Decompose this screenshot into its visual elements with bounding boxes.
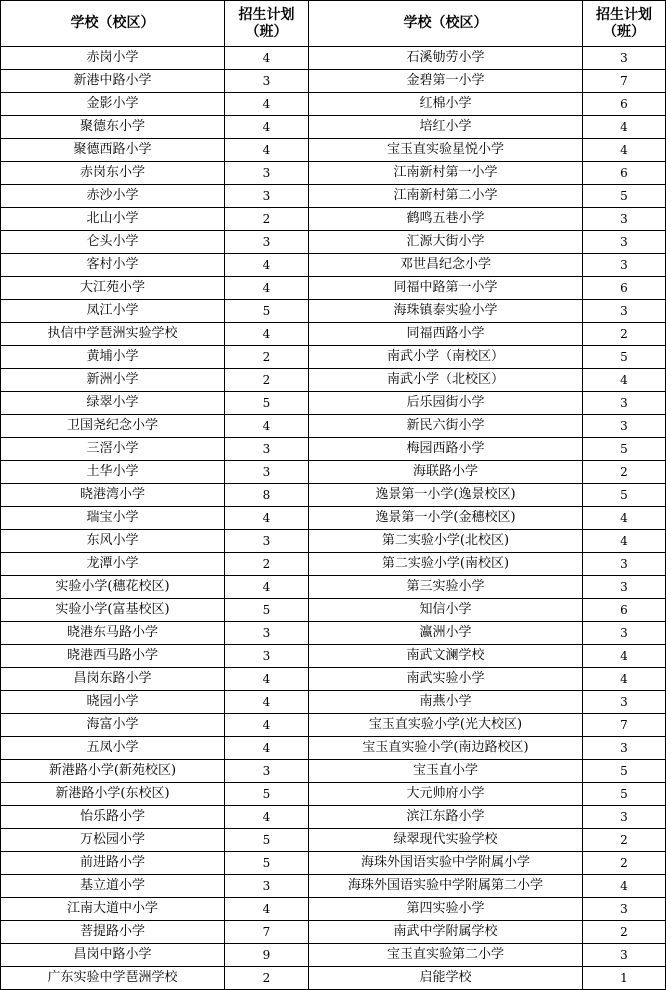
plan-header-line2: （班） xyxy=(245,23,288,40)
class-count-right: 3 xyxy=(583,806,666,829)
table-row xyxy=(1,277,666,300)
school-name-right: 海珠镇泰实验小学 xyxy=(309,300,583,323)
school-name-left: 东风小学 xyxy=(1,530,225,553)
table-row xyxy=(1,323,666,346)
school-name-left: 五凤小学 xyxy=(1,737,225,760)
school-name-left: 新港路小学(新苑校区) xyxy=(1,760,225,783)
school-name-right: 后乐园街小学 xyxy=(309,392,583,415)
school-name-right: 石溪劬劳小学 xyxy=(309,47,583,70)
school-name-right: 绿翠现代实验学校 xyxy=(309,829,583,852)
table-row xyxy=(1,438,666,461)
class-count-left: 3 xyxy=(225,645,309,668)
class-count-left: 8 xyxy=(225,484,309,507)
class-count-right: 4 xyxy=(583,530,666,553)
class-count-left: 5 xyxy=(225,852,309,875)
class-count-right: 4 xyxy=(583,645,666,668)
school-name-left: 赤沙小学 xyxy=(1,185,225,208)
school-name-right: 鹤鸣五巷小学 xyxy=(309,208,583,231)
table-row xyxy=(1,967,666,990)
school-name-right: 逸景第一小学(逸景校区) xyxy=(309,484,583,507)
class-count-right: 4 xyxy=(583,139,666,162)
table-row xyxy=(1,921,666,944)
class-count-right: 5 xyxy=(583,438,666,461)
table-row xyxy=(1,760,666,783)
table-row xyxy=(1,668,666,691)
class-count-right: 6 xyxy=(583,277,666,300)
school-name-right: 培红小学 xyxy=(309,116,583,139)
school-name-right: 汇源大街小学 xyxy=(309,231,583,254)
school-name-left: 前进路小学 xyxy=(1,852,225,875)
school-name-left: 赤岗东小学 xyxy=(1,162,225,185)
class-count-left: 2 xyxy=(225,208,309,231)
class-count-right: 2 xyxy=(583,323,666,346)
table-row xyxy=(1,484,666,507)
school-name-left: 万松园小学 xyxy=(1,829,225,852)
class-count-right: 3 xyxy=(583,231,666,254)
school-name-right: 梅园西路小学 xyxy=(309,438,583,461)
class-count-left: 2 xyxy=(225,553,309,576)
school-column-header-right: 学校（校区） xyxy=(309,1,583,47)
class-count-left: 4 xyxy=(225,139,309,162)
school-name-right: 邓世昌纪念小学 xyxy=(309,254,583,277)
class-count-left: 4 xyxy=(225,323,309,346)
class-count-left: 4 xyxy=(225,47,309,70)
class-count-right: 5 xyxy=(583,783,666,806)
school-name-right: 红棉小学 xyxy=(309,93,583,116)
class-count-right: 5 xyxy=(583,185,666,208)
school-name-left: 执信中学琶洲实验学校 xyxy=(1,323,225,346)
table-row xyxy=(1,139,666,162)
class-count-left: 2 xyxy=(225,346,309,369)
table-row xyxy=(1,576,666,599)
school-name-left: 大江苑小学 xyxy=(1,277,225,300)
class-count-left: 7 xyxy=(225,921,309,944)
school-name-right: 大元帅府小学 xyxy=(309,783,583,806)
class-count-left: 4 xyxy=(225,898,309,921)
class-count-right: 2 xyxy=(583,461,666,484)
class-count-right: 3 xyxy=(583,300,666,323)
class-count-right: 5 xyxy=(583,484,666,507)
school-name-left: 昌岗中路小学 xyxy=(1,944,225,967)
school-name-right: 江南新村第一小学 xyxy=(309,162,583,185)
header-row xyxy=(1,1,666,47)
school-name-right: 海联路小学 xyxy=(309,461,583,484)
class-count-left: 3 xyxy=(225,185,309,208)
school-name-left: 金影小学 xyxy=(1,93,225,116)
school-name-right: 宝玉直实验小学(光大校区) xyxy=(309,714,583,737)
school-name-left: 怡乐路小学 xyxy=(1,806,225,829)
table-row xyxy=(1,231,666,254)
school-name-right: 同福西路小学 xyxy=(309,323,583,346)
class-count-right: 3 xyxy=(583,47,666,70)
school-name-left: 晓港湾小学 xyxy=(1,484,225,507)
table-row xyxy=(1,875,666,898)
class-count-left: 3 xyxy=(225,438,309,461)
school-name-left: 三滘小学 xyxy=(1,438,225,461)
table-row xyxy=(1,553,666,576)
school-name-left: 龙潭小学 xyxy=(1,553,225,576)
school-name-right: 宝玉直实验星悦小学 xyxy=(309,139,583,162)
class-count-left: 3 xyxy=(225,622,309,645)
class-count-left: 5 xyxy=(225,783,309,806)
class-count-left: 4 xyxy=(225,277,309,300)
table-row xyxy=(1,415,666,438)
school-name-left: 土华小学 xyxy=(1,461,225,484)
school-name-left: 聚德西路小学 xyxy=(1,139,225,162)
class-count-right: 3 xyxy=(583,392,666,415)
school-name-right: 宝玉直小学 xyxy=(309,760,583,783)
table-row xyxy=(1,691,666,714)
class-count-right: 3 xyxy=(583,691,666,714)
school-name-left: 新港中路小学 xyxy=(1,70,225,93)
class-count-left: 3 xyxy=(225,875,309,898)
school-name-left: 凤江小学 xyxy=(1,300,225,323)
class-count-right: 4 xyxy=(583,116,666,139)
school-name-left: 实验小学(穗花校区) xyxy=(1,576,225,599)
class-count-right: 1 xyxy=(583,967,666,990)
plan-column-header-right xyxy=(583,1,666,47)
class-count-right: 3 xyxy=(583,576,666,599)
school-name-left: 赤岗小学 xyxy=(1,47,225,70)
table-row xyxy=(1,714,666,737)
class-count-right: 4 xyxy=(583,668,666,691)
school-name-left: 黄埔小学 xyxy=(1,346,225,369)
school-name-left: 广东实验中学琶洲学校 xyxy=(1,967,225,990)
school-name-right: 宝玉直实验第二小学 xyxy=(309,944,583,967)
class-count-right: 3 xyxy=(583,898,666,921)
school-name-left: 瑞宝小学 xyxy=(1,507,225,530)
plan-header-line1: 招生计划 xyxy=(238,6,295,23)
table-row xyxy=(1,852,666,875)
class-count-left: 2 xyxy=(225,967,309,990)
school-name-left: 昌岗东路小学 xyxy=(1,668,225,691)
school-name-right: 第三实验小学 xyxy=(309,576,583,599)
school-name-right: 新民六街小学 xyxy=(309,415,583,438)
table-row xyxy=(1,300,666,323)
school-name-right: 瀛洲小学 xyxy=(309,622,583,645)
class-count-left: 3 xyxy=(225,70,309,93)
table-row xyxy=(1,392,666,415)
class-count-right: 6 xyxy=(583,599,666,622)
school-name-left: 卫国尧纪念小学 xyxy=(1,415,225,438)
class-count-right: 3 xyxy=(583,622,666,645)
table-row xyxy=(1,829,666,852)
table-body xyxy=(1,47,666,990)
class-count-left: 5 xyxy=(225,599,309,622)
class-count-left: 4 xyxy=(225,93,309,116)
school-name-left: 晓港东马路小学 xyxy=(1,622,225,645)
table-row xyxy=(1,599,666,622)
table-row xyxy=(1,47,666,70)
class-count-left: 4 xyxy=(225,507,309,530)
table-row xyxy=(1,93,666,116)
class-count-right: 4 xyxy=(583,875,666,898)
table-row xyxy=(1,116,666,139)
school-name-right: 同福中路第一小学 xyxy=(309,277,583,300)
class-count-right: 4 xyxy=(583,369,666,392)
class-count-left: 4 xyxy=(225,254,309,277)
school-name-left: 晓园小学 xyxy=(1,691,225,714)
class-count-right: 2 xyxy=(583,852,666,875)
class-count-right: 7 xyxy=(583,714,666,737)
class-count-right: 6 xyxy=(583,162,666,185)
class-count-left: 3 xyxy=(225,231,309,254)
school-name-right: 南武实验小学 xyxy=(309,668,583,691)
class-count-left: 5 xyxy=(225,392,309,415)
class-count-left: 3 xyxy=(225,530,309,553)
class-count-left: 3 xyxy=(225,162,309,185)
class-count-right: 3 xyxy=(583,553,666,576)
class-count-left: 4 xyxy=(225,714,309,737)
class-count-right: 3 xyxy=(583,208,666,231)
table-row xyxy=(1,530,666,553)
class-count-left: 4 xyxy=(225,668,309,691)
class-count-right: 2 xyxy=(583,921,666,944)
school-name-right: 第二实验小学(南校区) xyxy=(309,553,583,576)
school-name-right: 第二实验小学(北校区) xyxy=(309,530,583,553)
class-count-left: 3 xyxy=(225,760,309,783)
table-row xyxy=(1,944,666,967)
school-name-right: 海珠外国语实验中学附属小学 xyxy=(309,852,583,875)
table-row xyxy=(1,162,666,185)
school-name-right: 逸景第一小学(金穗校区) xyxy=(309,507,583,530)
plan-header-line1: 招生计划 xyxy=(596,6,652,23)
school-name-right: 南武文澜学校 xyxy=(309,645,583,668)
school-name-right: 南武小学（北校区） xyxy=(309,369,583,392)
table-row xyxy=(1,507,666,530)
school-name-left: 海富小学 xyxy=(1,714,225,737)
table-row xyxy=(1,208,666,231)
school-name-right: 金碧第一小学 xyxy=(309,70,583,93)
class-count-left: 4 xyxy=(225,691,309,714)
table-row xyxy=(1,622,666,645)
school-name-left: 菩提路小学 xyxy=(1,921,225,944)
class-count-right: 5 xyxy=(583,346,666,369)
table-row xyxy=(1,185,666,208)
class-count-left: 4 xyxy=(225,806,309,829)
school-name-left: 绿翠小学 xyxy=(1,392,225,415)
class-count-left: 5 xyxy=(225,300,309,323)
class-count-left: 2 xyxy=(225,369,309,392)
table-row xyxy=(1,346,666,369)
class-count-right: 6 xyxy=(583,93,666,116)
school-name-right: 南燕小学 xyxy=(309,691,583,714)
class-count-right: 3 xyxy=(583,415,666,438)
class-count-left: 4 xyxy=(225,116,309,139)
class-count-right: 2 xyxy=(583,829,666,852)
school-name-right: 知信小学 xyxy=(309,599,583,622)
class-count-left: 4 xyxy=(225,576,309,599)
class-count-left: 9 xyxy=(225,944,309,967)
school-name-right: 第四实验小学 xyxy=(309,898,583,921)
class-count-left: 4 xyxy=(225,415,309,438)
table-row xyxy=(1,70,666,93)
school-name-left: 聚德东小学 xyxy=(1,116,225,139)
school-name-right: 南武小学（南校区） xyxy=(309,346,583,369)
school-name-right: 启能学校 xyxy=(309,967,583,990)
table-row xyxy=(1,254,666,277)
school-name-left: 基立道小学 xyxy=(1,875,225,898)
class-count-right: 4 xyxy=(583,507,666,530)
class-count-right: 3 xyxy=(583,737,666,760)
school-name-left: 晓港西马路小学 xyxy=(1,645,225,668)
school-name-left: 新港路小学(东校区) xyxy=(1,783,225,806)
table-row xyxy=(1,783,666,806)
school-name-right: 江南新村第二小学 xyxy=(309,185,583,208)
table-row xyxy=(1,645,666,668)
table-row xyxy=(1,369,666,392)
class-count-right: 7 xyxy=(583,70,666,93)
table-header xyxy=(1,1,666,47)
school-column-header-left: 学校（校区） xyxy=(1,1,225,47)
school-name-left: 客村小学 xyxy=(1,254,225,277)
class-count-left: 3 xyxy=(225,461,309,484)
table-row xyxy=(1,898,666,921)
plan-header-line2: （班） xyxy=(603,23,645,40)
table-row xyxy=(1,461,666,484)
class-count-right: 3 xyxy=(583,944,666,967)
class-count-right: 5 xyxy=(583,760,666,783)
school-name-left: 江南大道中小学 xyxy=(1,898,225,921)
class-count-right: 3 xyxy=(583,254,666,277)
school-name-right: 南武中学附属学校 xyxy=(309,921,583,944)
plan-column-header-left xyxy=(225,1,309,47)
class-count-left: 5 xyxy=(225,829,309,852)
table-row xyxy=(1,737,666,760)
school-name-left: 北山小学 xyxy=(1,208,225,231)
table-row xyxy=(1,806,666,829)
school-name-right: 宝玉直实验小学(南边路校区) xyxy=(309,737,583,760)
school-name-left: 新洲小学 xyxy=(1,369,225,392)
class-count-left: 4 xyxy=(225,737,309,760)
school-name-right: 海珠外国语实验中学附属第二小学 xyxy=(309,875,583,898)
school-name-left: 仑头小学 xyxy=(1,231,225,254)
school-name-right: 滨江东路小学 xyxy=(309,806,583,829)
school-name-left: 实验小学(富基校区) xyxy=(1,599,225,622)
